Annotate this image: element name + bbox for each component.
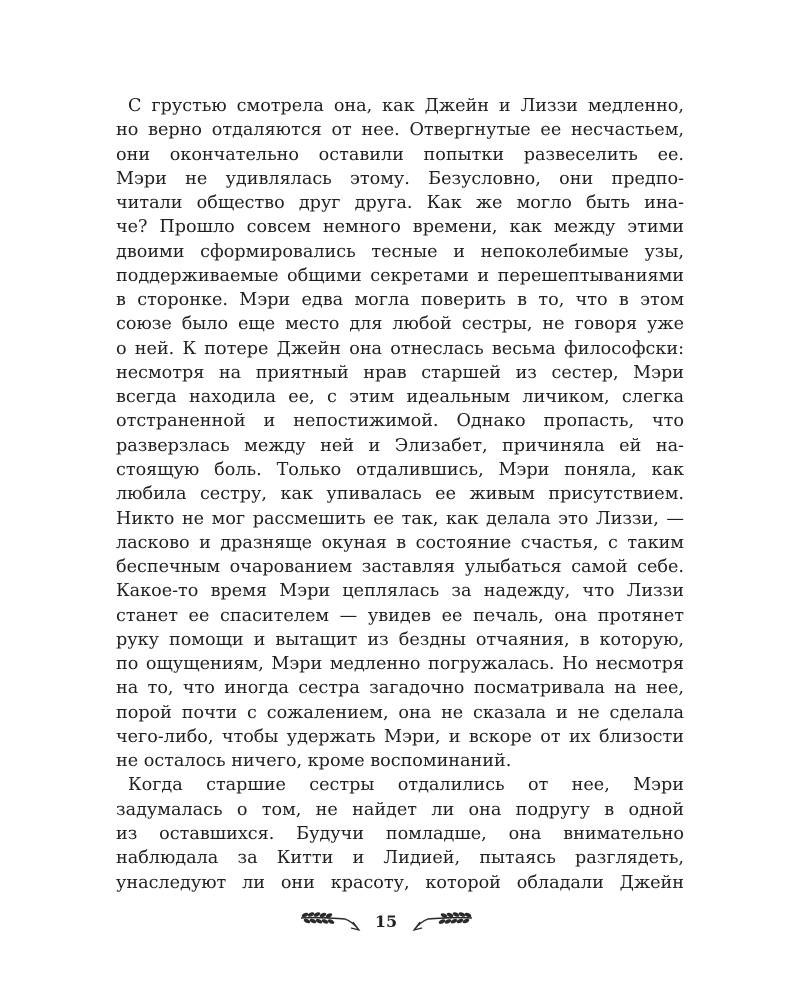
text-line: беспечным очарованием заставляя улыбаться самой себе. <box>116 557 684 578</box>
text-line: Мэри не удивлялась этому. Безусловно, они предпо- <box>116 168 684 189</box>
text-line: несмотря на приятный нрав старшей из сестер, Мэри <box>116 362 684 383</box>
left-sprig-ornament-icon <box>297 908 363 936</box>
text-line: не осталось ничего, кроме воспоминаний. <box>116 751 512 772</box>
text-line: из оставшихся. Будучи помладше, она внимательно <box>116 823 684 844</box>
page-footer <box>0 906 800 940</box>
body-text <box>116 94 684 895</box>
text-line: унаследуют ли они красоту, которой обладали Джейн <box>116 872 684 893</box>
text-line: че? Прошло совсем немного времени, как между этими <box>116 217 684 238</box>
text-line: союзе было еще место для любой сестры, не говоря уже <box>116 314 684 335</box>
text-line: Никто не мог рассмешить ее так, как делала это Лиззи, — <box>116 508 684 529</box>
page-number: 15 <box>374 912 398 931</box>
text-line: всегда находила ее, с этим идеальным личиком, слегка <box>116 387 684 408</box>
text-line: чего-либо, чтобы удержать Мэри, и вскоре от их близости <box>116 726 684 747</box>
text-line: ласково и дразняще окуная в состояние счастья, с таким <box>116 532 684 553</box>
text-line: поддерживаемые общими секретами и перешептываниями <box>116 265 684 286</box>
right-sprig-ornament-icon <box>410 908 476 936</box>
text-line: станет ее спасителем — увидев ее печаль, она протянет <box>116 605 684 626</box>
text-line: они окончательно оставили попытки развеселить ее. <box>116 144 684 165</box>
text-line: в сторонке. Мэри едва могла поверить в то, что в этом <box>116 290 684 311</box>
text-line: задумалась о том, не найдет ли она подругу в одной <box>116 799 684 820</box>
text-line: по ощущениям, Мэри медленно погружалась. Но несмотря <box>116 654 684 675</box>
text-line: С грустью смотрела она, как Джейн и Лиззи медленно, <box>128 96 684 116</box>
text-line: Когда старшие сестры отдалились от нее, Мэри <box>128 775 684 796</box>
text-line: на то, что иногда сестра загадочно посматривала на нее, <box>116 678 684 699</box>
text-line: любила сестру, как упивалась ее живым присутствием. <box>116 484 684 505</box>
text-line: но верно отдаляются от нее. Отвергнутые ее несчастьем, <box>116 120 684 141</box>
text-line: стоящую боль. Только отдалившись, Мэри поняла, как <box>116 459 684 480</box>
text-line: разверзлась между ней и Элизабет, причиняла ей на- <box>116 435 684 456</box>
text-line: Какое-то время Мэри цеплялась за надежду, что Лиззи <box>116 581 684 602</box>
text-line: двоими сформировались тесные и непоколебимые узы, <box>116 241 684 262</box>
text-line: порой почти с сожалением, она не сказала и не сделала <box>116 702 684 723</box>
text-line: читали общество друг друга. Как же могло быть ина- <box>116 193 684 214</box>
text-line: руку помощи и вытащит из бездны отчаяния, в которую, <box>116 629 684 650</box>
text-line: отстраненной и непостижимой. Однако пропасть, что <box>116 411 684 432</box>
text-line: о ней. К потере Джейн она отнеслась весьма философски: <box>116 338 684 359</box>
text-line: наблюдала за Китти и Лидией, пытаясь разглядеть, <box>116 848 684 869</box>
